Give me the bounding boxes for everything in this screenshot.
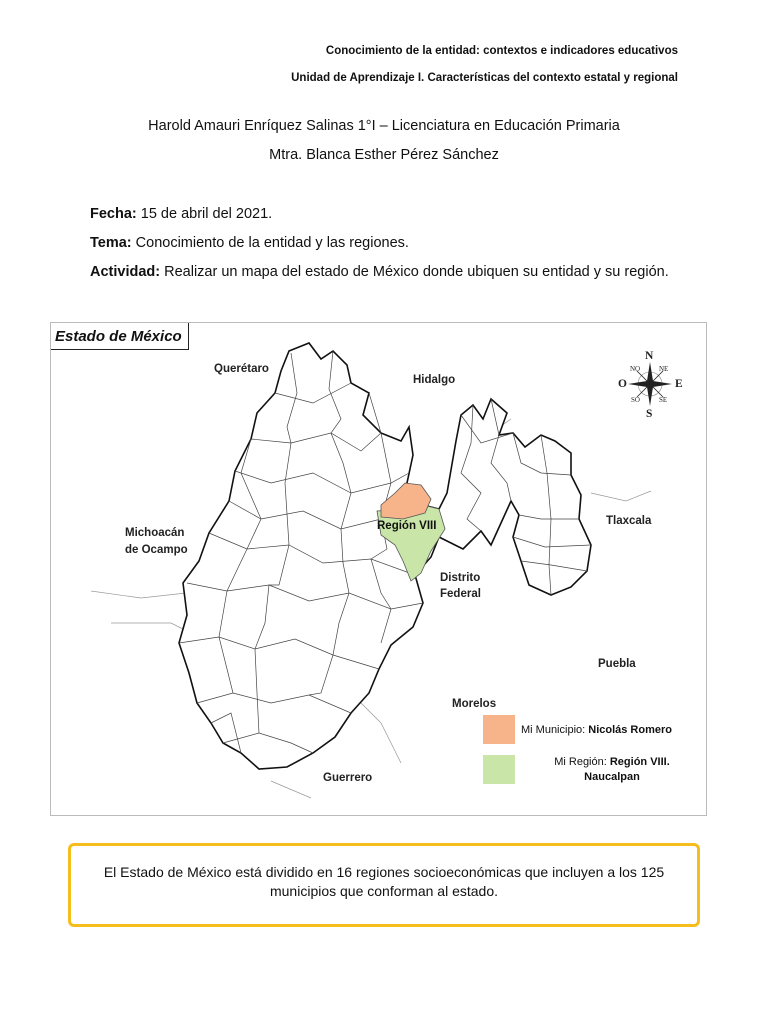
compass-se: SE — [659, 396, 668, 404]
label-morelos: Morelos — [452, 698, 497, 710]
legend-municipio-swatch — [483, 715, 515, 744]
tema-label: Tema: — [90, 235, 132, 251]
legend-region — [527, 755, 697, 785]
compass-ne: NE — [659, 365, 669, 373]
fecha-label: Fecha: — [90, 206, 137, 222]
label-tlaxcala: Tlaxcala — [606, 515, 652, 527]
label-guerrero: Guerrero — [323, 772, 373, 784]
note-box — [68, 843, 700, 927]
legend-region-swatch — [483, 755, 515, 784]
compass-so: SO — [631, 396, 640, 404]
actividad-value: Realizar un mapa del estado de México donde ubiquen su entidad y su región. — [160, 264, 669, 280]
legend-region-value-2: Naucalpan — [584, 771, 640, 783]
fecha-value: 15 de abril del 2021. — [136, 206, 273, 222]
legend-municipio-label: Mi Municipio: — [521, 724, 589, 736]
note-text: El Estado de México está dividido en 16 regiones socioeconómicas que incluyen a los 125 municipios que conforman al estado. — [103, 864, 665, 899]
label-df-1: Distrito — [440, 572, 481, 584]
legend-municipio — [521, 723, 672, 738]
legend-region-value-1: Región VIII. — [609, 756, 670, 768]
compass-o: O — [618, 378, 627, 390]
compass-n: N — [645, 350, 654, 362]
compass-s: S — [646, 408, 653, 420]
actividad-label: Actividad: — [90, 264, 161, 280]
label-hidalgo: Hidalgo — [413, 374, 456, 386]
compass-e: E — [675, 378, 683, 390]
label-queretaro: Querétaro — [214, 363, 269, 375]
label-puebla: Puebla — [598, 658, 636, 670]
header-course: Conocimiento de la entidad: contextos e indicadores educativos — [325, 45, 678, 57]
legend-municipio-value: Nicolás Romero — [588, 724, 672, 736]
label-michoacan-1: Michoacán — [125, 527, 185, 539]
author-line: Harold Amauri Enríquez Salinas 1°I – Licenciatura en Educación Primaria — [148, 118, 620, 134]
label-region-viii: Región VIII — [377, 520, 437, 532]
teacher-line: Mtra. Blanca Esther Pérez Sánchez — [269, 147, 499, 163]
state-map-drawing — [51, 323, 706, 815]
state-map — [50, 322, 707, 816]
tema-row — [90, 235, 409, 251]
state-outline — [179, 343, 591, 769]
tema-value: Conocimiento de la entidad y las regiones. — [131, 235, 409, 251]
label-michoacan-2: de Ocampo — [125, 544, 188, 556]
map-title: Estado de México — [51, 323, 189, 350]
label-df-2: Federal — [440, 588, 481, 600]
legend-region-label: Mi Región: — [554, 756, 610, 768]
compass-no: NO — [630, 365, 641, 373]
fecha-row — [90, 206, 272, 222]
actividad-row — [90, 264, 669, 280]
header-unit: Unidad de Aprendizaje I. Características del contexto estatal y regional — [291, 72, 678, 84]
